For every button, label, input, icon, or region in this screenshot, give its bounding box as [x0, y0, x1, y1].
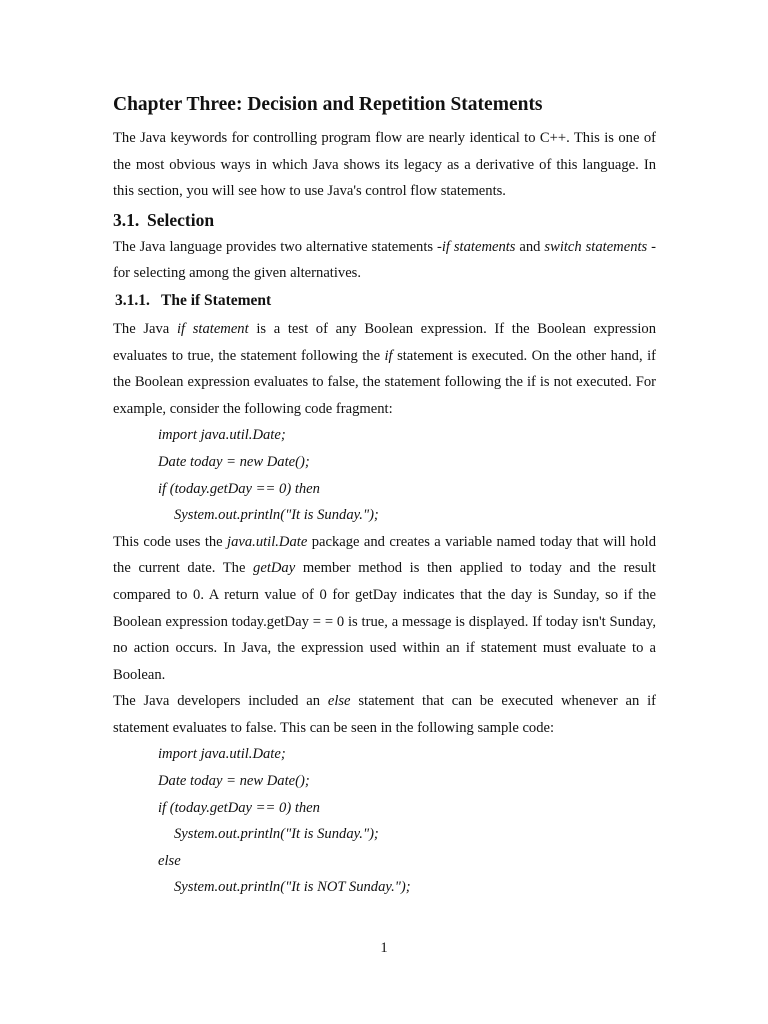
code-block-2 [113, 741, 656, 901]
section-title: Selection [147, 209, 215, 230]
subsection-number: 3.1.1. [115, 291, 150, 309]
code-block-1 [113, 422, 656, 528]
emphasis-getday: getDay [253, 560, 296, 577]
text-run: statement that can be executed whenever an if statement evaluates to false. This can be seen in the following sample code: [113, 693, 656, 736]
text-run: The Java language provides two alternative statements - [113, 238, 442, 255]
code-line: import java.util.Date; [158, 427, 286, 444]
page-number: 1 [380, 940, 388, 956]
if-statement-paragraph [113, 316, 656, 422]
intro-paragraph: The Java keywords for controlling program flow are nearly identical to C++. This is one of the most obvious ways in which Java shows its legacy as a derivative of this language. In this section, you will see how to use Java's control flow statements. [113, 130, 656, 200]
else-paragraph [113, 688, 656, 741]
chapter-title: Chapter Three: Decision and Repetition Statements [113, 94, 543, 115]
emphasis-if-statements: if statements [441, 238, 516, 255]
code-line: System.out.println("It is Sunday."); [174, 507, 379, 524]
text-run: and [515, 238, 545, 255]
code-line: import java.util.Date; [158, 746, 286, 763]
subsection-heading-if-statement [115, 289, 656, 313]
code-line: if (today.getDay == 0) then [158, 480, 320, 497]
document-page [113, 92, 656, 901]
code-line: System.out.println("It is Sunday."); [174, 826, 379, 843]
emphasis-java-util-date: java.util.Date [227, 533, 308, 550]
code-explanation-paragraph [113, 529, 656, 689]
text-run: package and creates a variable named today that will hold the current date. The [113, 533, 656, 577]
code-line: else [158, 852, 181, 869]
section-number: 3.1. [113, 209, 140, 230]
text-run: member method is then applied to today and the result compared to 0. A return value of 0 for getDay indicates that the day is Sunday, so if the Boolean expression today.getDay = = 0 is true, a message is displayed. If today isn't Sunday, no action occurs. In Java, the expression used within an if statement must evaluate to a Boolean. [113, 560, 656, 683]
text-run: The Java developers included an [113, 693, 328, 710]
emphasis-switch-statements: switch statements [544, 238, 648, 255]
selection-paragraph [113, 234, 656, 287]
emphasis-if: if [384, 347, 393, 364]
section-heading-selection [113, 207, 656, 233]
text-run: statement is executed. On the other hand, if the Boolean expression evaluates to false, the statement following the if is not executed. For example, consider the following code fragment: [113, 347, 656, 417]
code-line: Date today = new Date(); [158, 773, 310, 790]
text-run: The Java [113, 320, 177, 337]
subsection-title: The if Statement [161, 291, 272, 309]
emphasis-if-statement: if statement [176, 320, 249, 337]
code-line: if (today.getDay == 0) then [158, 799, 320, 816]
text-run: This code uses the [113, 533, 228, 550]
code-line: Date today = new Date(); [158, 453, 310, 470]
emphasis-else: else [327, 693, 351, 710]
text-run: is a test of any Boolean expression. If the Boolean expression evaluates to true, the statement following the [113, 320, 656, 364]
text-run: - for selecting among the given alternatives. [113, 238, 657, 282]
code-line: System.out.println("It is NOT Sunday."); [174, 879, 411, 896]
